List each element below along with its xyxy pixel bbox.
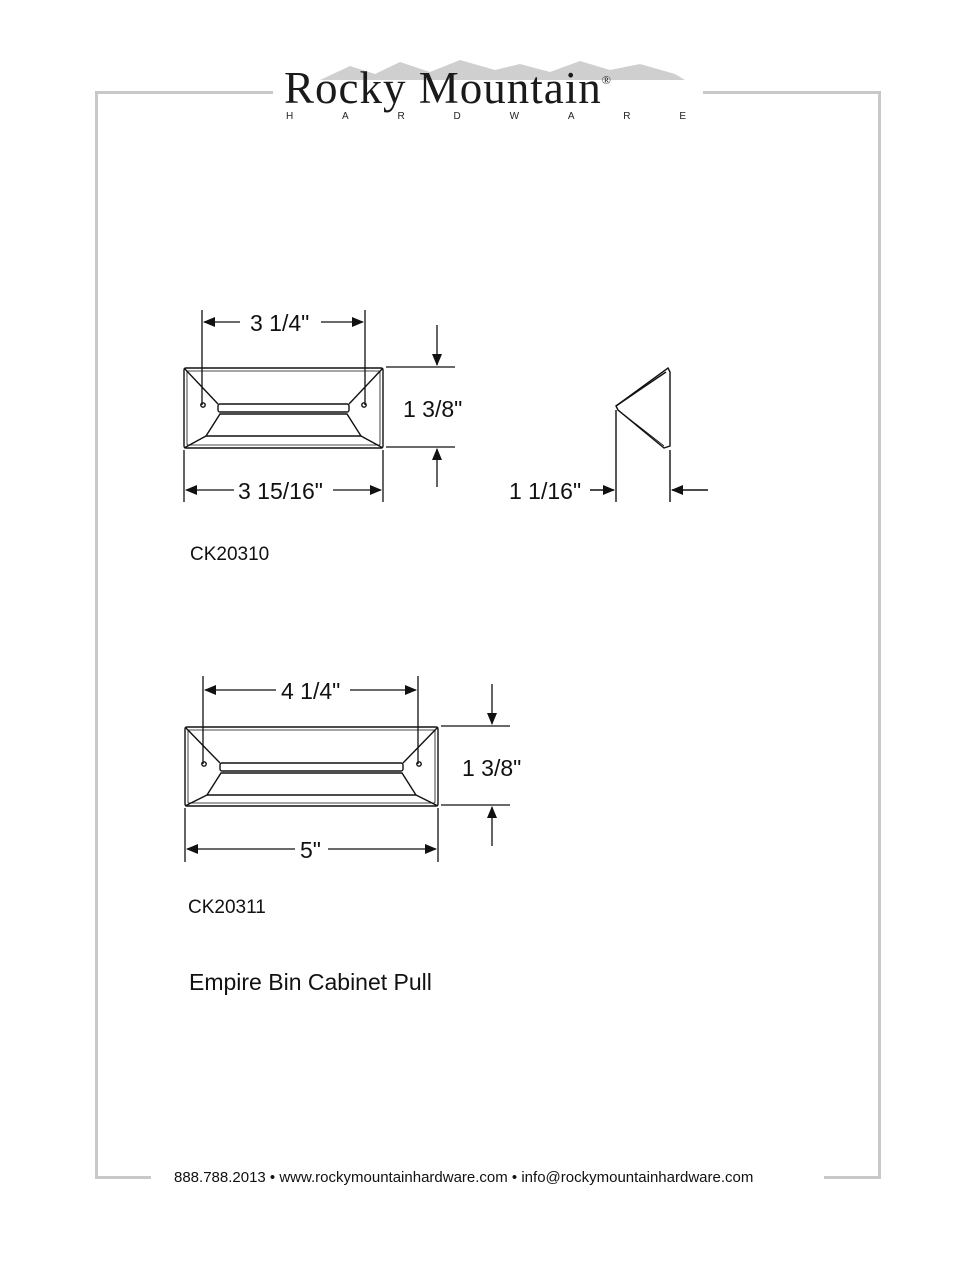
ck20310-height-label: 1 3/8" (403, 396, 463, 422)
ck20310-overall-length-label: 3 15/16" (238, 478, 323, 504)
ck20311-hole-spacing-label: 4 1/4" (281, 678, 341, 704)
model-number-ck20310: CK20310 (190, 544, 270, 565)
footer-contact: 888.788.2013 • www.rockymountainhardware.com • info@rockymountainhardware.com (174, 1169, 754, 1186)
ck20311-overall-length-label: 5" (300, 837, 321, 863)
ck20311-height-label: 1 3/8" (462, 755, 522, 781)
ck20310-hole-spacing-label: 3 1/4" (250, 310, 310, 336)
ck20310-projection-label: 1 1/16" (509, 478, 582, 504)
model-number-ck20311: CK20311 (188, 897, 266, 918)
product-name: Empire Bin Cabinet Pull (189, 969, 432, 995)
brand-subtitle: H A R D W A R E (286, 111, 686, 122)
ck20310-side-view (590, 368, 708, 502)
brand-name: Rocky Mountain® (284, 63, 612, 113)
ck20311-front-view (185, 727, 438, 806)
ck20310-front-view (184, 368, 383, 448)
